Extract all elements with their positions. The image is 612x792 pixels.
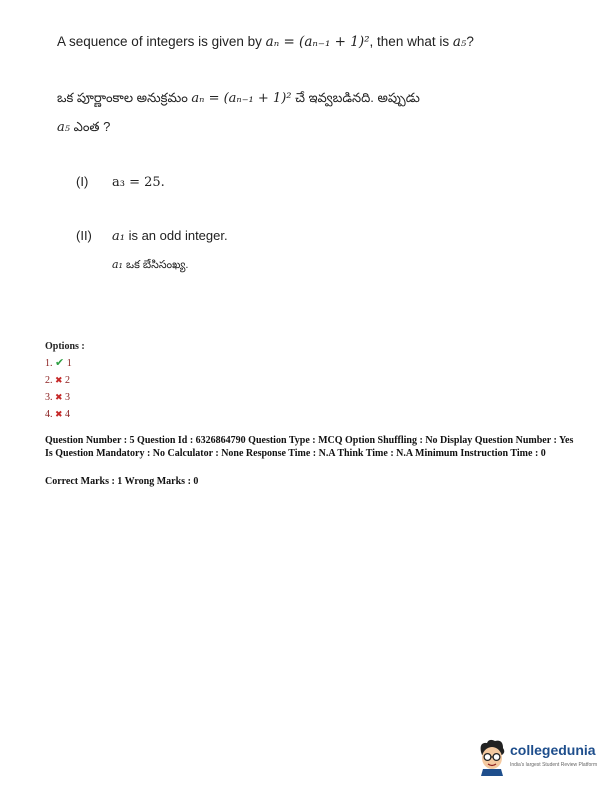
telugu-prefix: ఒక పూర్ణాంకాల అనుక్రమం <box>57 90 192 105</box>
option-3[interactable] <box>45 389 85 406</box>
question-target: a₅ <box>452 34 467 50</box>
option-1[interactable] <box>45 355 85 372</box>
option-4-index: 4. <box>45 409 53 420</box>
question-prefix: A sequence of integers is given by <box>57 34 266 49</box>
check-icon: ✔ <box>55 357 65 369</box>
statement-2-telugu-math: a₁ <box>112 258 123 271</box>
question-telugu-line2 <box>57 119 110 138</box>
question-suffix: , then what is <box>369 34 453 49</box>
statement-2 <box>76 228 228 244</box>
question-formula: aₙ = (aₙ₋₁ + 1)² <box>265 34 370 50</box>
cross-icon: ✖ <box>55 392 63 402</box>
cross-icon: ✖ <box>55 375 63 385</box>
options-list <box>45 339 85 423</box>
mascot-icon <box>477 738 507 776</box>
question-telugu <box>57 90 420 109</box>
statement-2-telugu <box>112 258 188 274</box>
telugu-target: a₅ <box>57 120 70 135</box>
statement-1-math: a₃ = 25. <box>112 175 165 190</box>
options-heading: Options : <box>45 341 85 352</box>
option-4[interactable] <box>45 406 85 423</box>
option-1-value: 1 <box>66 358 72 369</box>
question-english <box>57 34 474 50</box>
telugu-suffix: చే ఇవ్వబడినది. అప్పుడు <box>291 90 420 105</box>
option-2[interactable] <box>45 372 85 389</box>
option-3-value: 3 <box>65 392 71 403</box>
logo-name: collegedunia <box>510 742 596 758</box>
statement-2-telugu-text: ఒక బేసిసంఖ్య. <box>122 259 189 271</box>
option-1-index: 1. <box>45 358 53 369</box>
cross-icon: ✖ <box>55 409 63 419</box>
statement-2-number: (II) <box>76 228 92 243</box>
option-2-value: 2 <box>65 375 71 386</box>
logo-tagline: India's largest Student Review Platform <box>510 762 598 768</box>
statement-1 <box>76 174 165 190</box>
collegedunia-logo <box>477 738 602 778</box>
telugu-formula: aₙ = (aₙ₋₁ + 1)² <box>191 91 292 106</box>
option-2-index: 2. <box>45 375 53 386</box>
question-end: ? <box>466 34 474 49</box>
question-marks: Correct Marks : 1 Wrong Marks : 0 <box>45 476 199 487</box>
question-meta: Question Number : 5 Question Id : 6326864790 Question Type : MCQ Option Shuffling : No Display Question Number : Yes Is Question Mandatory : No Calculator : None Response Time : N.A Think Time : N.A Minimum Instruction Time : 0 <box>45 435 574 459</box>
telugu-line2-text: ఎంత ? <box>69 119 111 134</box>
option-3-index: 3. <box>45 392 53 403</box>
statement-2-text: is an odd integer. <box>124 228 228 243</box>
statement-1-number: (I) <box>76 174 89 189</box>
statement-2-math: a₁ <box>112 229 125 244</box>
option-4-value: 4 <box>65 409 71 420</box>
